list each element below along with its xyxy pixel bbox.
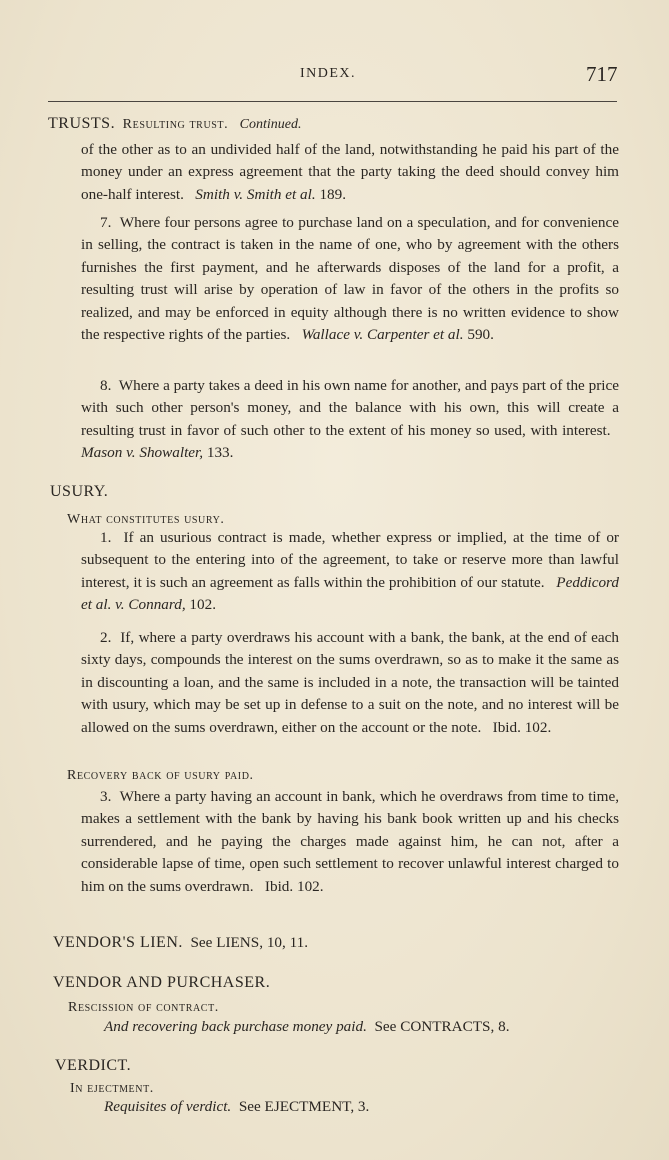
usury-paragraph-2: 2. If, where a party overdraws his account with a bank, the bank, at the end of each sixty days, compounds the interest on the sums overdrawn, so as to make it the same as in discounting a loan, and the same is included in a note, the transaction will be tainted with usury, which may be set up in defense to a suit on the note, and no interest will be allowed on the sums overdrawn, either on the account or the note. Ibid. 102. bbox=[81, 629, 619, 736]
continued-label: Continued. bbox=[239, 117, 302, 132]
usury-heading: USURY. bbox=[50, 483, 109, 500]
verdict-subheading: In ejectment. bbox=[70, 1081, 154, 1096]
trusts-heading-line bbox=[48, 114, 301, 135]
vendors-lien-entry bbox=[53, 933, 308, 953]
verdict-heading: VERDICT. bbox=[55, 1057, 132, 1074]
page-number: 717 bbox=[586, 62, 618, 86]
cross-reference: See EJECTMENT, 3. bbox=[238, 1098, 370, 1115]
running-head bbox=[0, 62, 669, 90]
trusts-paragraph-8: 8. Where a party takes a deed in his own name for another, and pays part of the price with such other person's money, and the balance with his own, this will create a resulting trust in favor of such other to the extent of his money so used, with interest. Mason v. Showalter, 133. bbox=[81, 377, 619, 462]
case-citation: Mason v. Showalter, bbox=[81, 444, 204, 462]
trusts-subheading: Resulting trust. bbox=[122, 117, 229, 132]
vendor-purchaser-subheading: Rescission of contract. bbox=[68, 1000, 219, 1015]
running-head-title: INDEX. bbox=[300, 66, 357, 81]
verdict-entry: Requisites of verdict. See EJECTMENT, 3. bbox=[104, 1098, 370, 1115]
vendor-purchaser-entry: And recovering back purchase money paid. See CONTRACTS, 8. bbox=[104, 1018, 510, 1035]
case-citation: Wallace v. Carpenter et al. bbox=[301, 326, 464, 344]
cross-reference: See CONTRACTS, 8. bbox=[374, 1018, 510, 1035]
case-citation: Smith v. Smith et al. bbox=[195, 185, 316, 203]
usury-subheading-what-constitutes: What constitutes usury. bbox=[67, 512, 225, 527]
trusts-continuation: of the other as to an undivided half of the land, notwithstanding he paid his part of the money under an express agreement that the party taking the deed should convey him one-half interest. Smith v. Smith et al. 189. bbox=[81, 141, 619, 203]
usury-subheading-recovery: Recovery back of usury paid. bbox=[67, 768, 254, 783]
vendor-purchaser-heading: VENDOR AND PURCHASER. bbox=[53, 974, 271, 991]
header-rule bbox=[48, 101, 617, 102]
trusts-heading: TRUSTS. bbox=[48, 115, 116, 132]
cross-reference: See LIENS, 10, 11. bbox=[190, 934, 309, 951]
usury-paragraph-1: 1. If an usurious contract is made, whether express or implied, at the time of or subsequent to the entering into of the agreement, to take or reserve more than lawful interest, it is such an agreement as falls within the prohibition of our statute. Peddicord et al. v. Connard, 102. bbox=[81, 529, 619, 614]
trusts-paragraph-7: 7. Where four persons agree to purchase land on a speculation, and for convenience in selling, the contract is taken in the name of one, who by agreement with the others furnishes the first payment, and he afterwards disposes of the land for a profit, a resulting trust will arise by operation of law in favor of the others in the profits so realized, and may be enforced in equity although there is no written evidence to show the respective rights of the parties. Wallace v. Carpenter et al. 590. bbox=[81, 214, 619, 344]
usury-paragraph-3: 3. Where a party having an account in bank, which he overdraws from time to time, makes a settlement with the bank by having his bank book written up and his checks surrendered, and he paying the charges made against him, he can not, after a considerable lapse of time, open such settlement to recover unlawful interest charged to him on the sums overdrawn. Ibid. 102. bbox=[81, 788, 619, 895]
vendors-lien-heading: VENDOR'S LIEN. bbox=[53, 934, 183, 951]
case-citation: Peddicord et al. v. Connard, bbox=[81, 573, 619, 614]
